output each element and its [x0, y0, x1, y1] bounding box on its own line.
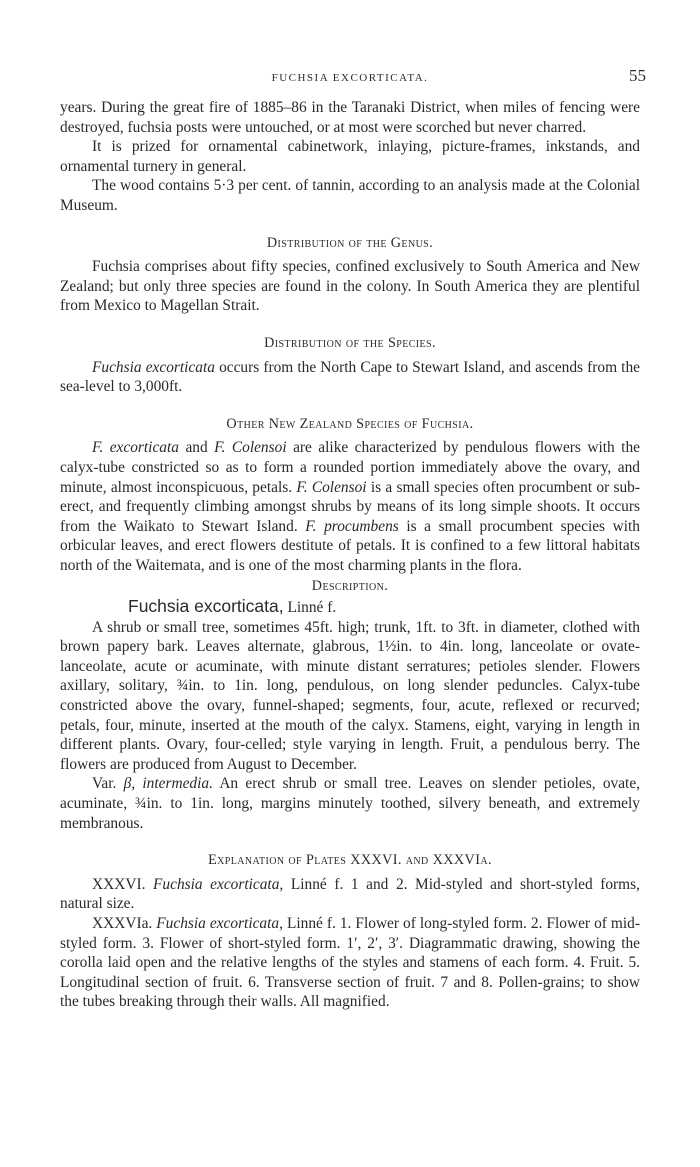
other-species-heading: Other New Zealand Species of Fuchsia.: [226, 415, 474, 432]
plate-36-paragraph: [60, 875, 640, 914]
plate-label: XXXVI.: [92, 875, 146, 893]
binomial: Fuchsia excorticata,: [128, 596, 284, 617]
species-name: F. Colensoi: [296, 478, 367, 496]
species-name: F. Colensoi: [214, 439, 287, 457]
species-name: F. procumbens: [305, 517, 399, 535]
species-name: Fuchsia excorticata,: [156, 914, 283, 932]
text-run: is a small procumbent species with orbicular leaves, and erect flowers destitute of petals. It is confined to a few littoral habitats north of the Waitemata, and is one of the most charming plants in the flora.: [60, 517, 640, 574]
variety-name: intermedia.: [142, 775, 213, 793]
text-run: is a small species often procumbent or sub-erect, and frequently climbing amongst shrubs by means of its long simple shoots. It occurs from the Waikato to Stewart Island.: [60, 478, 640, 535]
genus-paragraph: Fuchsia comprises about fifty species, confined exclusively to South America and New Zealand; but only three species are found in the colony. In South America they are plentiful from Mexico to Magellan Strait.: [60, 258, 640, 315]
uses-paragraph-2: It is prized for ornamental cabinetwork, inlaying, picture-frames, inkstands, and ornamental turnery in general.: [60, 138, 640, 175]
description-paragraph: A shrub or small tree, sometimes 45ft. high; trunk, 1ft. to 3ft. in diameter, clothed with brown papery bark. Leaves alternate, glabrous, 1½in. to 4in. long, lanceolate or ovate-lanceolate, acute or acuminate, with minute distant serratures; petioles slender. Flowers axillary, solitary, ¾in. to 1in. long, pendulous, on long slender peduncles. Calyx-tube constricted above the ovary, funnel-shaped; segments, four, acute, reflexed or recurved; petals, four, minute, inserted at the mouth of the calyx. Stamens, eight, varying in length in different plants. Ovary, four-celled; style varying in length. Fruit, a pendulous berry. The flowers are produced from August to December.: [60, 618, 640, 773]
plate-label: XXXVIa.: [92, 914, 153, 932]
uses-paragraph-1: years. During the great fire of 1885–86 in the Taranaki District, when miles of fencing were destroyed, fuchsia posts were untouched, or at most were scorched but never charred.: [60, 99, 640, 136]
species-name: F. excorticata: [92, 439, 179, 457]
species-distribution-text: occurs from the North Cape to Stewart Island, and ascends from the sea-level to 3,000ft.: [60, 358, 640, 396]
variety-greek: β,: [123, 775, 136, 793]
body-text: [60, 98, 640, 1012]
uses-paragraph-3: The wood contains 5·3 per cent. of tannin, according to an analysis made at the Colonial Museum.: [60, 177, 640, 214]
species-distribution-heading: Distribution of the Species.: [264, 334, 436, 351]
text-run: are alike characterized by pendulous flowers with the calyx-tube constricted so as to form a rounded portion immediately above the ovary, and minute, almost inconspicuous, petals.: [60, 439, 640, 496]
authority: Linné f.: [287, 599, 337, 617]
variety-label: Var.: [92, 775, 117, 793]
variety-paragraph: [60, 774, 640, 833]
variety-text: An erect shrub or small tree. Leaves on slender petioles, ovate, acuminate, ¾in. to 1in. long, margins minutely toothed, silvery beneath, and extremely membranous.: [60, 775, 640, 832]
plates-heading: Explanation of Plates XXXVI. and XXXVIa.: [208, 852, 492, 869]
plate-36a-paragraph: [60, 914, 640, 1012]
other-species-paragraph: [60, 438, 640, 575]
plate-text: Linné f. 1. Flower of long-styled form. 2. Flower of mid-styled form. 3. Flower of short-styled form. 1′, 2′, 3′. Diagrammatic drawing, showing the corolla laid open and the relative lengths of the styles and stamens of each form. 4. Fruit. 5. Longitudinal section of fruit. 6. Transverse section of fruit. 7 and 8. Pollen-grains; to show the tubes breaking through their walls. All magnified.: [60, 914, 640, 1011]
running-head: FUCHSIA EXCORTICATA.: [271, 72, 429, 84]
species-distribution-paragraph: [60, 358, 640, 397]
description-heading: Description.: [311, 578, 389, 595]
description-species-name: [60, 597, 640, 618]
species-name: Fuchsia excorticata: [92, 358, 215, 376]
page-number: 55: [629, 66, 646, 85]
plate-text: Linné f. 1 and 2. Mid-styled and short-styled forms, natural size.: [60, 875, 640, 913]
text-run: and: [185, 439, 208, 457]
genus-heading: Distribution of the Genus.: [266, 234, 434, 251]
species-name: Fuchsia excorticata,: [153, 875, 284, 893]
